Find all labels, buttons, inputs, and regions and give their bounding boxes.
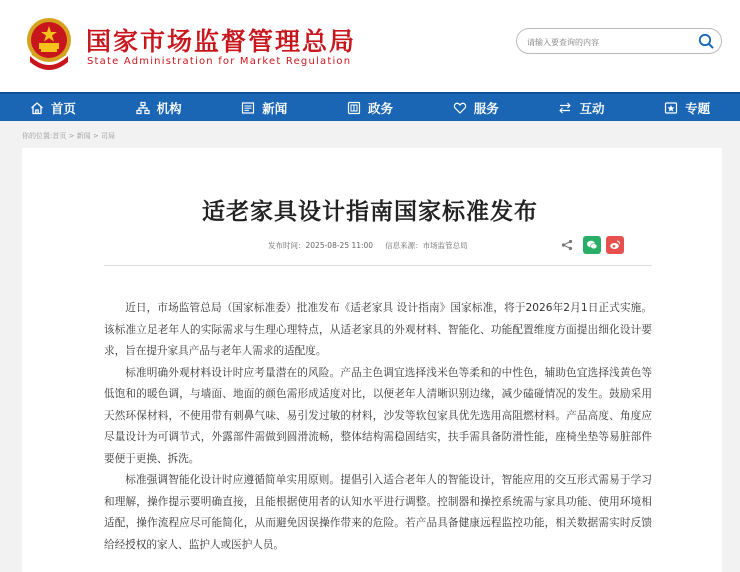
article-meta [268,240,468,251]
nav-item-label: 新闻 [262,100,288,116]
nav-item-government-affairs[interactable] [317,94,423,121]
article-paragraph: 近日，市场监管总局（国家标准委）批准发布《适老家具 设计指南》国家标准，将于2026年2月1日正式实施。该标准立足老年人的实际需求与生理心理特点，从适老家具的外观材料、智能化、功能配置维度方面提出细化设计要求，旨在提升家具产品与老年人需求的适配度。 [104,302,652,357]
site-title-english: State Administration for Market Regulation [87,56,352,67]
breadcrumb-separator: > [66,132,77,140]
national-emblem-icon[interactable] [24,16,74,72]
title-divider [104,265,652,266]
breadcrumb-link-department[interactable]: 司局 [101,132,116,140]
nav-item-label: 互动 [579,100,605,116]
weibo-share-button[interactable] [606,236,624,254]
nav-item-label: 专题 [685,100,711,116]
wechat-share-button[interactable] [583,236,601,254]
breadcrumb-link-news[interactable]: 新闻 [76,132,91,140]
breadcrumb-prefix: 你的位置: [22,132,53,140]
heart-icon [453,101,467,115]
topic-icon [664,101,678,115]
article-paragraph: 标准强调智能化设计时应遵循简单实用原则。提倡引入适合老年人的智能设计，智能应用的交互形式需易于学习和理解，操作提示要明确直接，且能根据使用者的认知水平进行调整。控制器和操控系统需与家具功能、使用环境相适配，操作流程应尽可能简化，从而避免因误操作带来的危险。若产品具备健康远程监控功能，相关数据需实时反馈给经授权的家人、监护人或医护人员。 [104,474,652,551]
wechat-icon [586,239,598,251]
nav-item-home[interactable] [0,94,106,121]
nav-item-label: 机构 [156,100,182,116]
site-header [0,0,740,92]
swap-icon [558,101,572,115]
nav-item-news[interactable] [211,94,317,121]
search-input[interactable] [527,33,697,51]
article-title: 适老家具设计指南国家标准发布 [202,199,538,225]
article-paragraph: 标准明确外观材料设计时应考量潜在的风险。产品主色调宜选择浅米色等柔和的中性色，辅助色宜选择浅黄色等低饱和的暖色调，与墙面、地面的颜色需形成适度对比，以便老年人清晰识别边缘，减少磕碰情况的发生。鼓励采用天然环保材料，不使用带有刺鼻气味、易引发过敏的材料，沙发等软包家具优先选用高阻燃材料。产品高度、角度应尽量设计为可调节式，外露部件需做到圆滑流畅，整体结构需稳固结实，扶手需具备防滑性能，座椅坐垫等易脏部件要便于更换、拆洗。 [104,366,652,465]
nav-item-label: 政务 [368,100,394,116]
org-chart-icon [136,101,150,115]
site-title[interactable]: 国家市场监督管理总局 [86,27,357,56]
article-body [104,298,652,556]
publish-time: 发布时间：2025-08-25 11:00 [268,241,374,250]
search-icon[interactable] [697,32,715,50]
nav-item-label: 首页 [50,100,76,116]
share-bar [561,236,624,254]
nav-item-topics[interactable] [634,94,740,121]
article-source: 信息来源：市场监管总局 [385,241,468,250]
home-icon [30,101,44,115]
nav-item-interaction[interactable] [529,94,635,121]
news-icon [241,101,255,115]
breadcrumb [22,131,115,141]
nav-item-label: 服务 [473,100,499,116]
share-icon[interactable] [561,239,573,251]
search-box [516,28,722,54]
weibo-icon [609,239,621,251]
government-icon [347,101,361,115]
main-nav [0,92,740,121]
nav-item-organization[interactable] [106,94,212,121]
breadcrumb-link-home[interactable]: 首页 [52,132,67,140]
breadcrumb-separator: > [90,132,102,140]
nav-item-services[interactable] [423,94,529,121]
